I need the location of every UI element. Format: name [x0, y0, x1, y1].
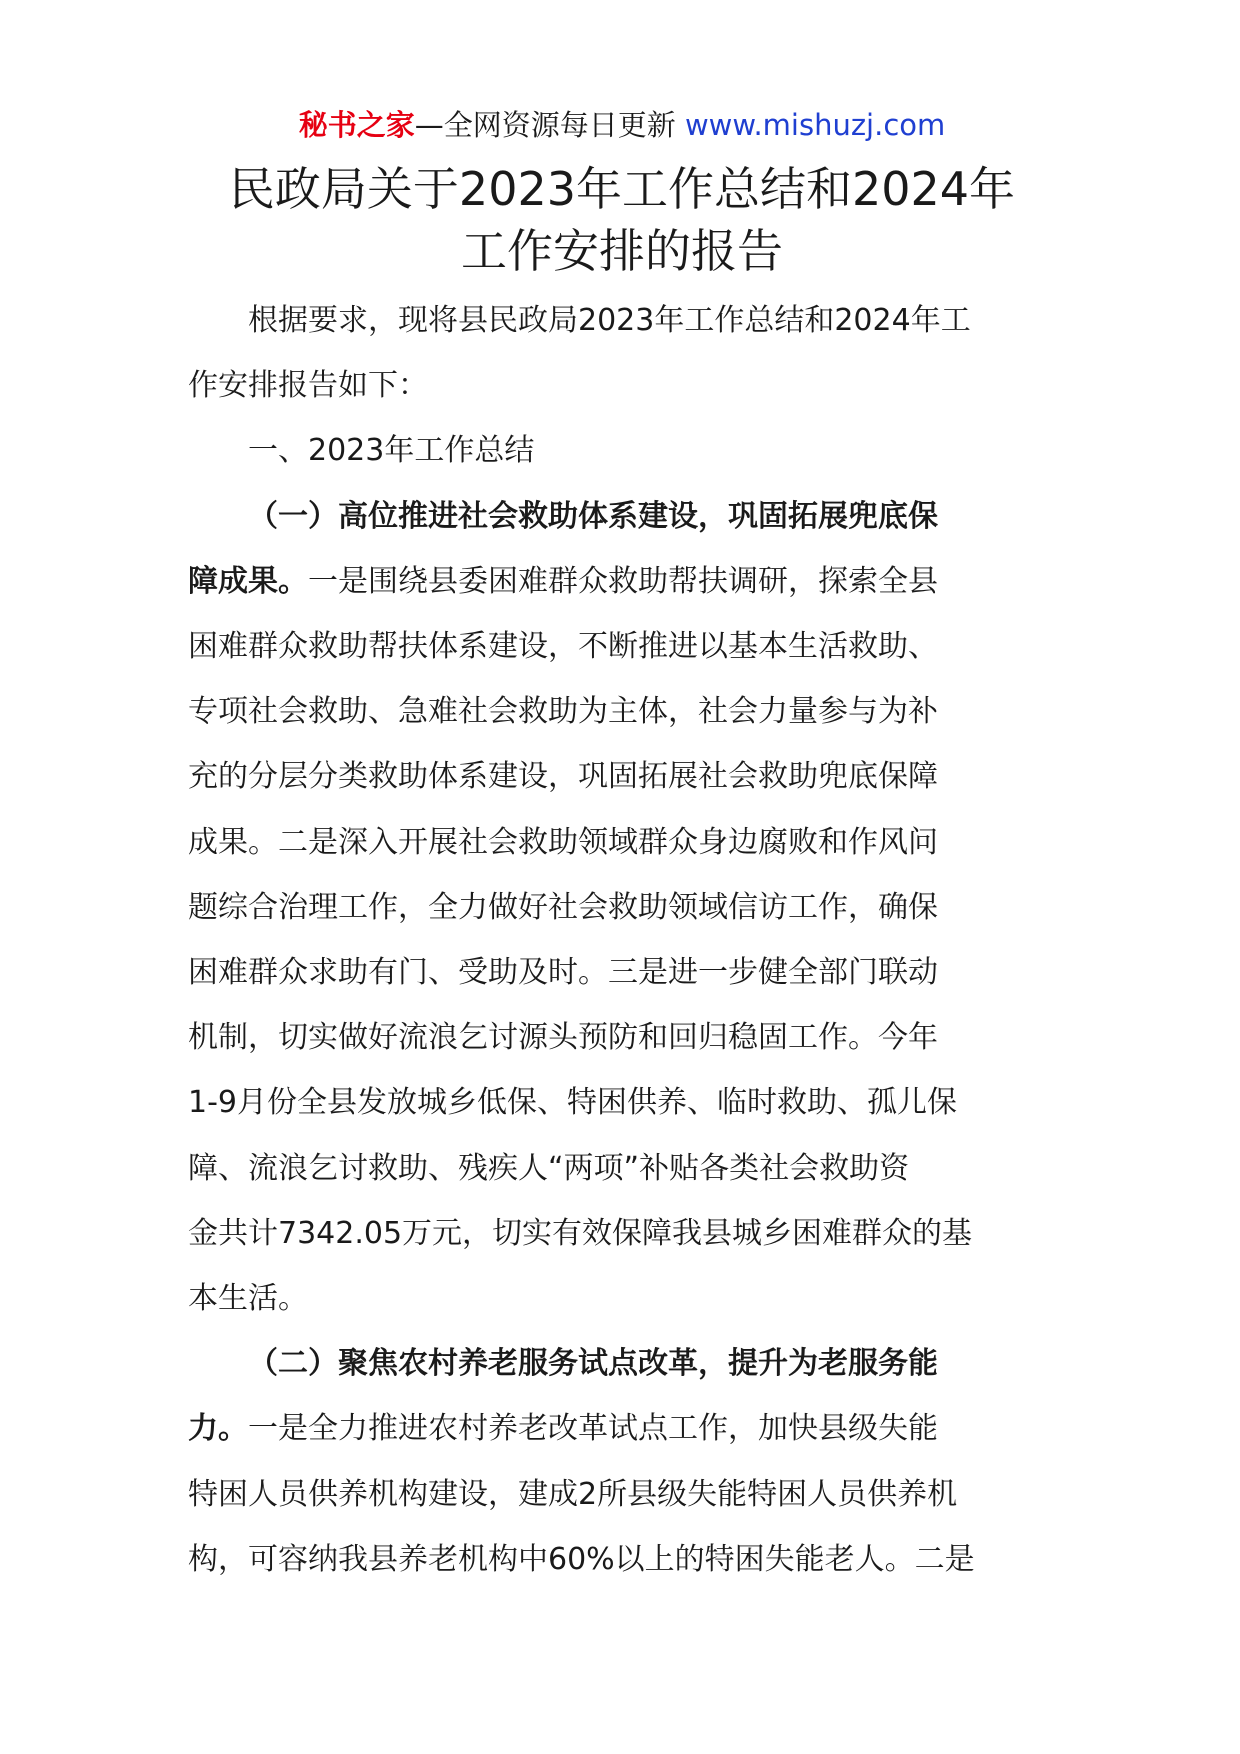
site-banner	[188, 100, 1056, 150]
title-line-2: 工作安排的报告	[461, 224, 783, 278]
document-body	[188, 288, 1056, 1592]
document-title	[188, 158, 1056, 282]
subsection-2-heading: （二）聚焦农村养老服务试点改革，提升为老服务能	[248, 1346, 938, 1382]
subsection-2-line: 特困人员供养机构建设，建成2所县级失能特困人员供养机	[188, 1476, 958, 1512]
subsection-2-line: 构，可容纳我县养老机构中60%以上的特困失能老人。二是	[188, 1541, 975, 1577]
banner-url-link[interactable]: www.mishuzj.com	[684, 108, 946, 142]
section-1-heading: 一、2023年工作总结	[248, 433, 535, 469]
intro-paragraph	[188, 288, 1056, 418]
subsection-1-heading-end: 障成果。	[188, 563, 308, 599]
banner-brand: 秘书之家	[298, 108, 415, 142]
subsection-1-line: 充的分层分类救助体系建设，巩固拓展社会救助兜底保障	[188, 759, 938, 795]
subsection-1	[188, 484, 1056, 1332]
banner-tagline: —全网资源每日更新	[414, 108, 676, 142]
intro-line: 根据要求，现将县民政局2023年工作总结和2024年工	[248, 303, 971, 338]
subsection-1-line: 机制，切实做好流浪乞讨源头预防和回归稳固工作。今年	[188, 1020, 938, 1056]
subsection-1-line: 困难群众求助有门、受助及时。三是进一步健全部门联动	[188, 955, 938, 991]
subsection-1-line: 本生活。	[188, 1281, 308, 1317]
title-line-1: 民政局关于2023年工作总结和2024年	[228, 162, 1016, 216]
subsection-1-line: 成果。二是深入开展社会救助领域群众身边腐败和作风问	[188, 824, 938, 860]
subsection-2-text: 一是全力推进农村养老改革试点工作，加快县级失能	[248, 1411, 938, 1447]
subsection-1-heading: （一）高位推进社会救助体系建设，巩固拓展兜底保	[248, 498, 938, 534]
subsection-1-line	[188, 549, 1056, 614]
subsection-2-heading-end: 力。	[188, 1411, 248, 1447]
section-heading	[188, 418, 1056, 483]
subsection-1-text: 一是围绕县委困难群众救助帮扶调研，探索全县	[308, 563, 938, 599]
subsection-2	[188, 1331, 1056, 1592]
intro-line: 作安排报告如下：	[188, 368, 428, 404]
subsection-2-line	[188, 1396, 1056, 1461]
subsection-1-line: 1-9月份全县发放城乡低保、特困供养、临时救助、孤儿保	[188, 1085, 957, 1121]
subsection-1-line: 困难群众救助帮扶体系建设，不断推进以基本生活救助、	[188, 629, 938, 665]
subsection-1-line: 金共计7342.05万元，切实有效保障我县城乡困难群众的基	[188, 1215, 973, 1251]
subsection-1-line: 专项社会救助、急难社会救助为主体，社会力量参与为补	[188, 694, 938, 730]
document-page	[188, 100, 1056, 1592]
subsection-1-line: 题综合治理工作，全力做好社会救助领域信访工作，确保	[188, 889, 938, 925]
subsection-1-line: 障、流浪乞讨救助、残疾人“两项”补贴各类社会救助资	[188, 1150, 910, 1186]
